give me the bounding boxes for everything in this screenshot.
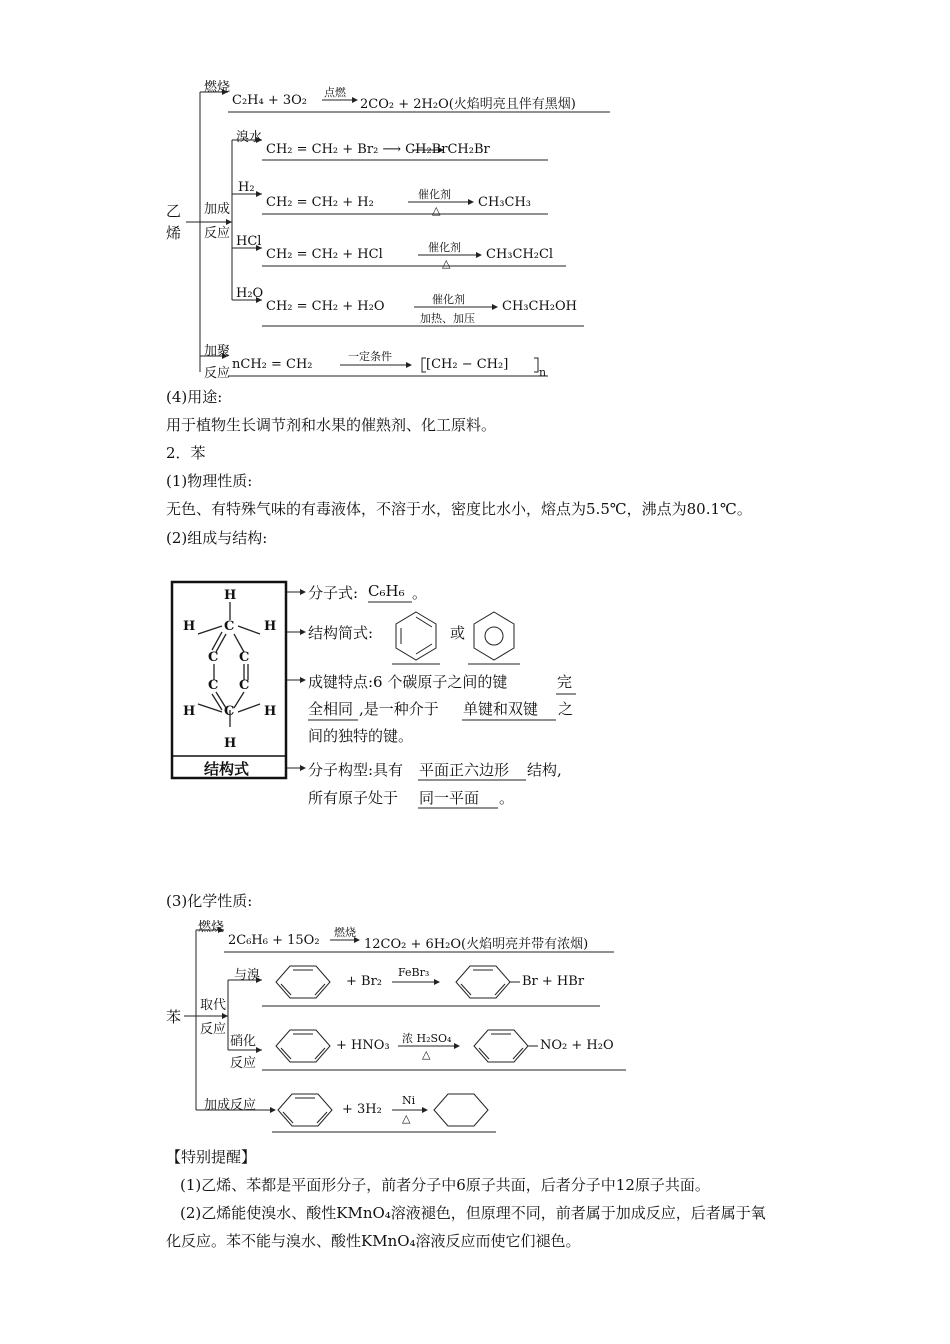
ethylene-name-2: 烯	[166, 224, 182, 242]
ethylene-burn-eq-left: C₂H₄ + 3O₂	[232, 93, 308, 108]
atom-h-lower-right: H	[264, 704, 277, 719]
ethylene-burn-condition: 点燃	[324, 86, 346, 99]
ethylene-h2o-eq-left: CH₂ = CH₂ + H₂O	[266, 299, 385, 314]
benzene-nitro-cond-bottom: △	[422, 1048, 431, 1061]
shape-line1-a: 分子构型:具有	[308, 761, 404, 779]
benzene-nitro-label-2: 反应	[230, 1056, 257, 1071]
ethylene-br-label: 溴水	[236, 130, 263, 145]
ethylene-h2o-cond-top: 催化剂	[432, 293, 465, 306]
benzene-add-label: 加成反应	[204, 1098, 257, 1113]
tip-2a: (2)乙烯能使溴水、酸性KMnO₄溶液褪色，但原理不同，前者属于加成反应，后者属于氧	[180, 1204, 766, 1222]
atom-c-lower-left: C	[208, 678, 219, 693]
chem-heading: (3)化学性质:	[166, 892, 253, 910]
atom-c-lower-right: C	[239, 678, 250, 693]
formula-value: C₆H₆	[368, 582, 405, 600]
ethylene-hcl-cond-top: 催化剂	[428, 241, 461, 254]
atom-h-upper-left: H	[183, 619, 196, 634]
bond-line2-b: ,是一种介于	[359, 700, 439, 718]
ethylene-h2-cond-bottom: △	[432, 204, 441, 217]
shape-line1-b: 平面正六边形	[419, 761, 510, 779]
ethylene-poly-eq-left: nCH₂ = CH₂	[232, 357, 313, 372]
ethylene-h2-label: H₂	[238, 180, 255, 195]
tip-1: (1)乙烯、苯都是平面形分子，前者分子中6原子共面，后者分子中12原子共面。	[180, 1176, 710, 1194]
benzene-rx-name: 苯	[166, 1008, 182, 1026]
ethylene-poly-label-2: 反应	[204, 366, 231, 381]
tip-2b: 化反应。苯不能与溴水、酸性KMnO₄溶液反应而使它们褪色。	[166, 1232, 581, 1250]
atom-h-top: H	[224, 588, 237, 603]
shape-line2-c: 。	[499, 789, 515, 807]
use-heading: (4)用途:	[166, 388, 223, 406]
shape-line1-c: 结构,	[527, 761, 562, 779]
benzene-burn-eq-left: 2C₆H₆ + 15O₂	[228, 933, 320, 948]
ethylene-h2o-label: H₂O	[236, 286, 264, 301]
ethylene-h2o-cond-bottom: 加热、加压	[420, 312, 475, 325]
atom-c-upper-left: C	[208, 650, 219, 665]
ethylene-h2-eq-right: CH₃CH₃	[478, 195, 531, 210]
phys-body: 无色、有特殊气味的有毒液体，不溶于水，密度比水小，熔点为5.5℃，沸点为80.1℃。	[166, 500, 752, 518]
benzene-burn-eq-right: 12CO₂ + 6H₂O(火焰明亮并带有浓烟)	[364, 937, 589, 952]
ethylene-burn-eq-right: 2CO₂ + 2H₂O(火焰明亮且伴有黑烟)	[360, 97, 576, 112]
simple-formula-or: 或	[450, 624, 466, 642]
ethylene-h2-cond-top: 催化剂	[418, 188, 451, 201]
benzene-nitro-cond-top: 浓 H₂SO₄	[402, 1032, 452, 1045]
struct-heading: (2)组成与结构:	[166, 529, 268, 547]
benzene-br-catalyst: FeBr₃	[398, 966, 430, 979]
benzene-nitro-label-1: 硝化	[230, 1034, 257, 1049]
bond-line2-d: 之	[558, 700, 574, 718]
benzene-add-cond-top: Ni	[402, 1094, 416, 1107]
bond-line3: 间的独特的键。	[308, 727, 414, 745]
ethylene-hcl-cond-bottom: △	[442, 257, 451, 270]
ethylene-poly-label-1: 加聚	[204, 344, 231, 359]
ethylene-h2o-eq-right: CH₃CH₂OH	[502, 299, 577, 314]
ethylene-hcl-label: HCl	[236, 234, 262, 249]
simple-formula-label: 结构简式:	[308, 624, 374, 642]
ethylene-poly-eq-right: [CH₂ − CH₂]	[426, 357, 509, 372]
atom-h-lower-left: H	[183, 704, 196, 719]
benzene-heading: 2．苯	[166, 444, 206, 462]
benzene-add-cond-bottom: △	[402, 1112, 411, 1125]
structure-box-label: 结构式	[204, 760, 250, 778]
formula-label: 分子式:	[308, 584, 359, 602]
ethylene-poly-n: n	[539, 366, 547, 379]
ethylene-br-eq: CH₂ = CH₂ + Br₂ ⟶ CH₂BrCH₂Br	[266, 142, 490, 157]
ethylene-burn-label: 燃烧	[204, 80, 231, 95]
phys-heading: (1)物理性质:	[166, 472, 253, 490]
use-body: 用于植物生长调节剂和水果的催熟剂、化工原料。	[166, 416, 497, 434]
benzene-burn-label: 燃烧	[198, 920, 225, 935]
ethylene-hcl-eq-left: CH₂ = CH₂ + HCl	[266, 247, 383, 262]
ethylene-name-1: 乙	[166, 202, 182, 220]
bond-line2-a: 全相同	[308, 700, 354, 718]
benzene-sub-label-2: 反应	[200, 1022, 227, 1037]
bond-line2-c: 单键和双键	[463, 700, 539, 718]
benzene-nitro-product: NO₂ + H₂O	[540, 1038, 614, 1053]
benzene-burn-condition: 燃烧	[334, 926, 356, 939]
benzene-sub-label-1: 取代	[200, 998, 227, 1013]
benzene-add-reagent: + 3H₂	[342, 1102, 382, 1117]
atom-c-top: C	[224, 619, 235, 634]
benzene-br-reagent: + Br₂	[346, 974, 383, 989]
ethylene-h2-eq-left: CH₂ = CH₂ + H₂	[266, 195, 374, 210]
formula-end: 。	[412, 584, 428, 602]
benzene-br-label: 与溴	[234, 968, 261, 983]
atom-c-bottom: C	[224, 704, 235, 719]
shape-line2-a: 所有原子处于	[308, 789, 399, 807]
shape-line2-b: 同一平面	[419, 789, 480, 807]
atom-h-bottom: H	[224, 736, 237, 751]
tip-heading: 【特别提醒】	[166, 1148, 257, 1166]
atom-c-upper-right: C	[239, 650, 250, 665]
bond-line1-b: 完	[557, 673, 573, 691]
bond-line1-a: 成键特点:6 个碳原子之间的键	[308, 673, 508, 691]
ethylene-hcl-eq-right: CH₃CH₂Cl	[486, 247, 554, 262]
atom-h-upper-right: H	[264, 619, 277, 634]
benzene-nitro-reagent: + HNO₃	[336, 1038, 390, 1053]
ethylene-poly-condition: 一定条件	[348, 350, 392, 363]
ethylene-add-label-1: 加成	[204, 202, 231, 217]
benzene-br-product: Br + HBr	[522, 974, 585, 989]
ethylene-add-label-2: 反应	[204, 226, 231, 241]
